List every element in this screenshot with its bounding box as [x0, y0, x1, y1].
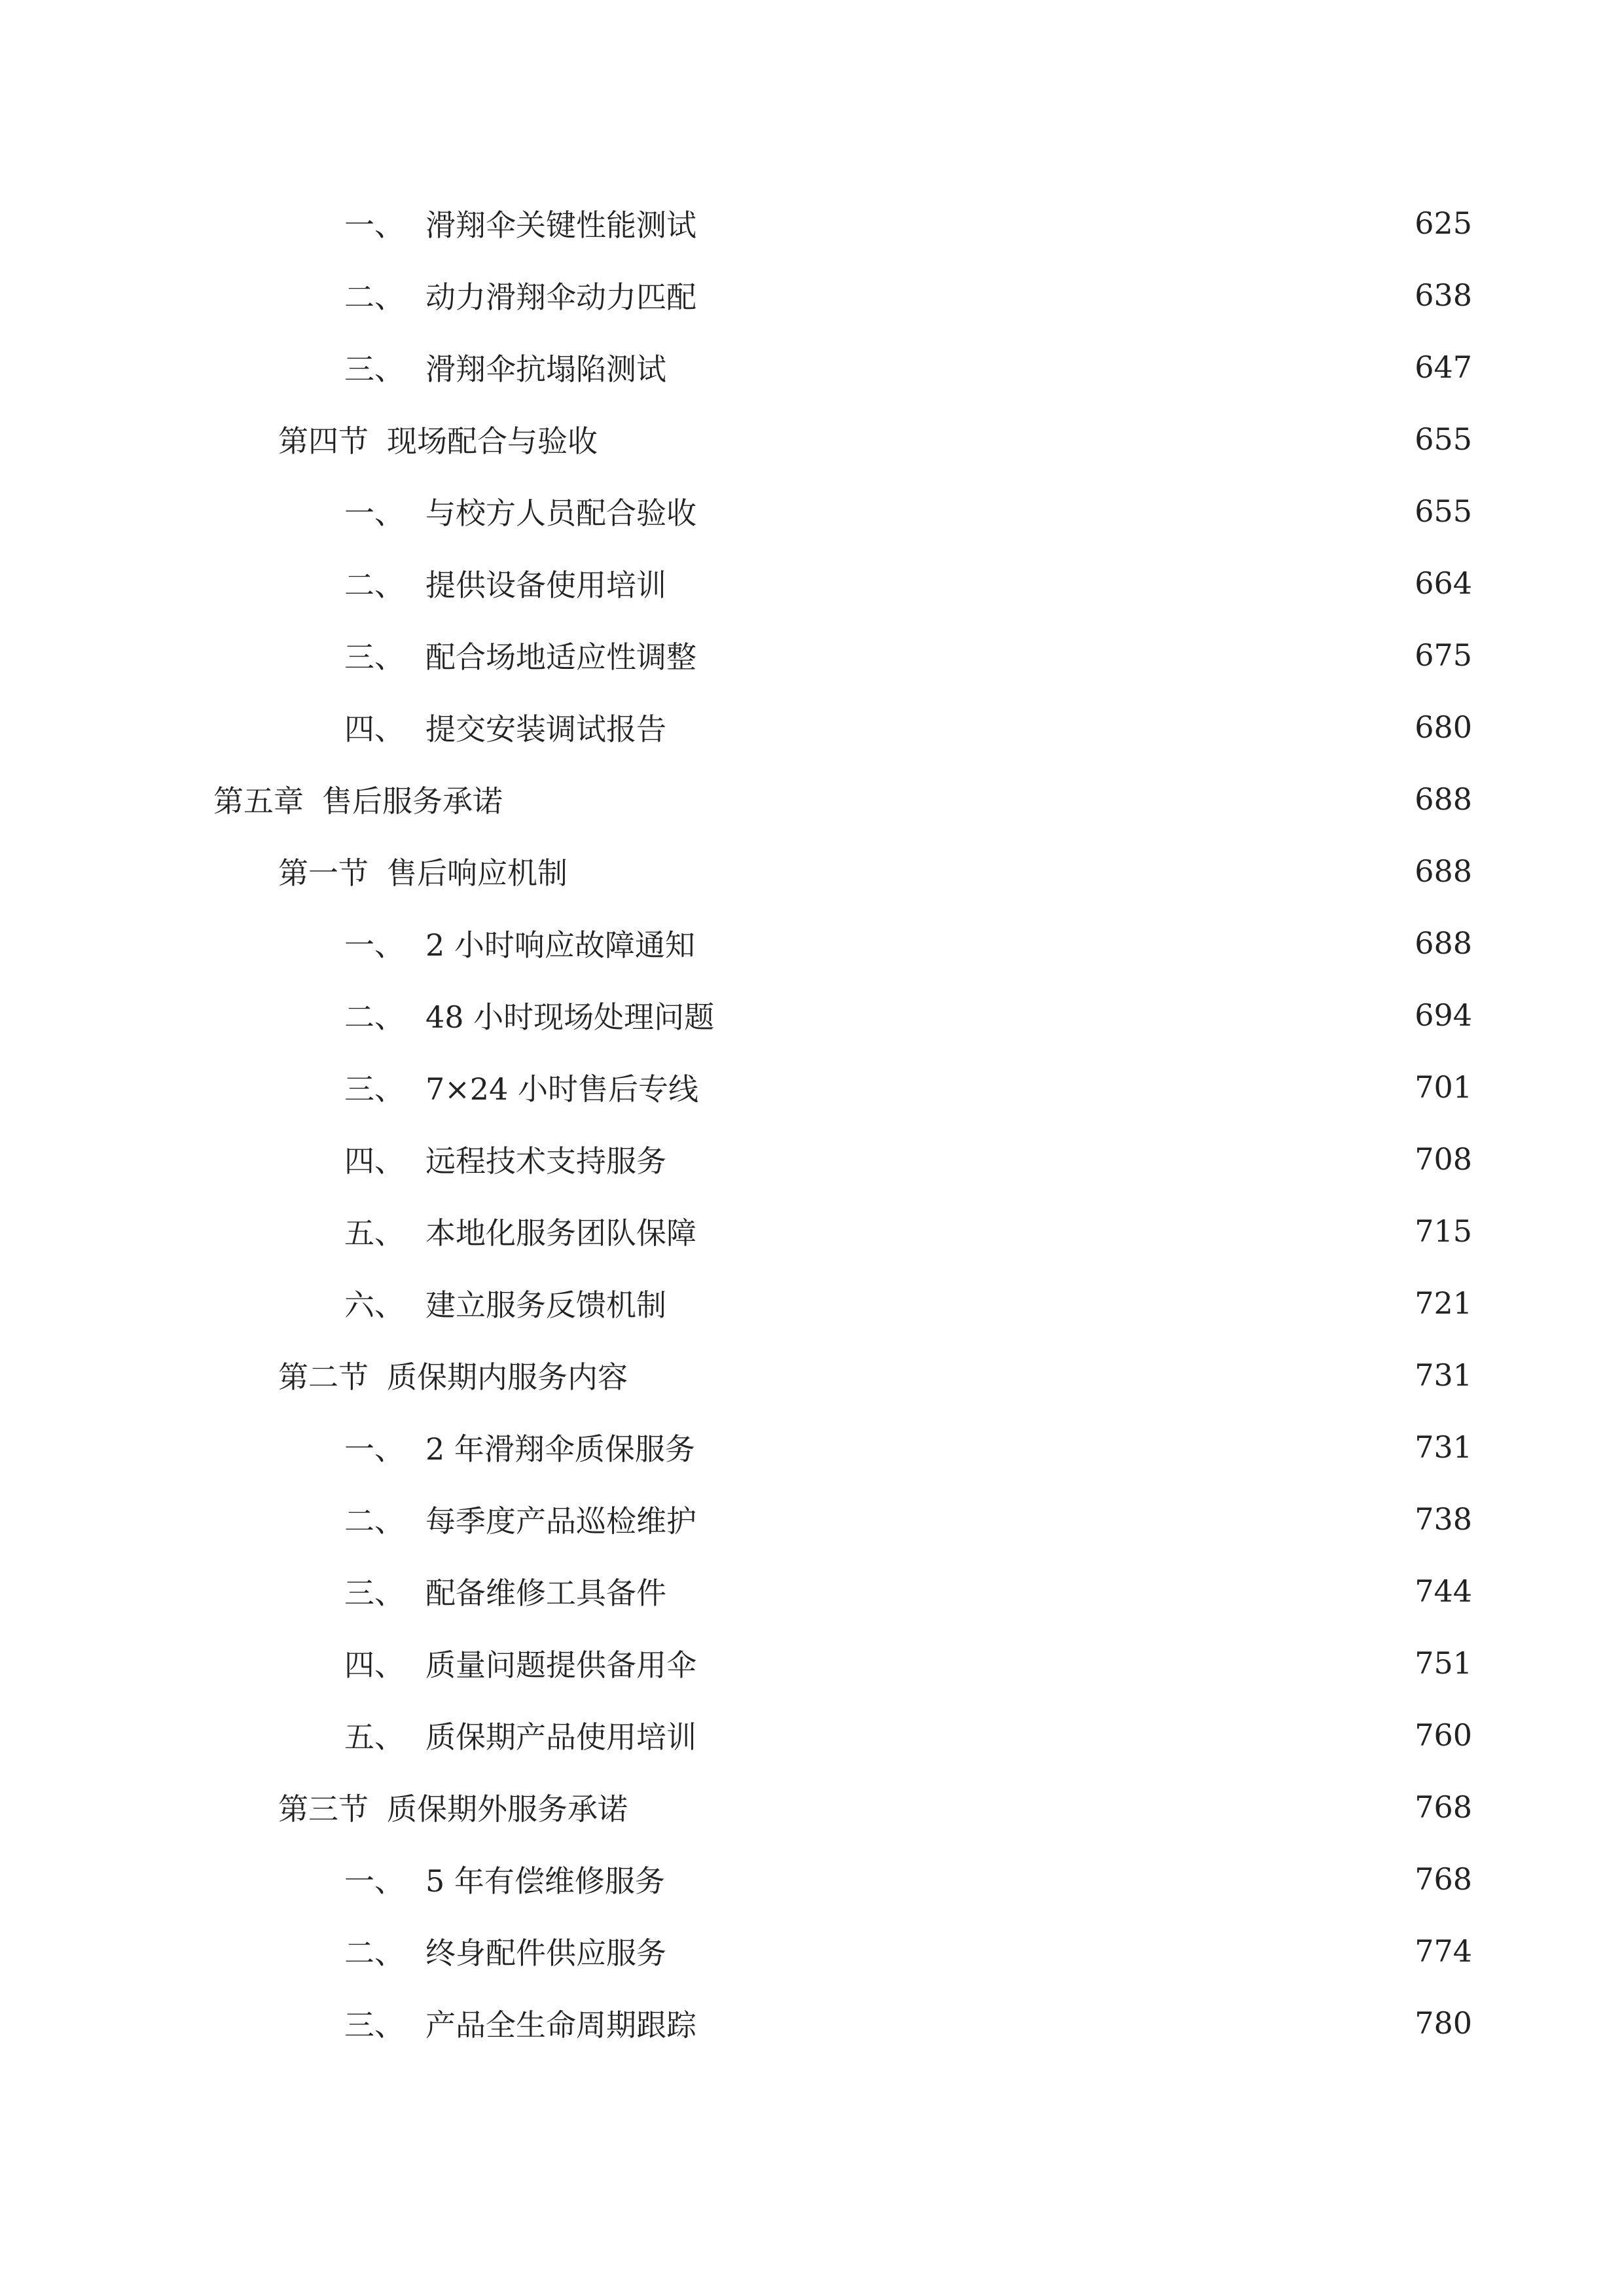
- toc-entry-item[interactable]: [0, 1483, 1624, 1555]
- toc-entry-item[interactable]: [0, 1843, 1624, 1915]
- toc-entry-title: 质保期内服务内容: [387, 1359, 628, 1395]
- toc-entry-page-number: 688: [1415, 925, 1472, 961]
- toc-entry-item[interactable]: [0, 1555, 1624, 1627]
- toc-entry-number: 四、: [344, 1143, 405, 1179]
- toc-entry-number: 五、: [344, 1719, 405, 1755]
- toc-entry-number: 第五章: [213, 783, 304, 819]
- toc-entry-page-number: 751: [1415, 1645, 1472, 1681]
- toc-entry-number: 一、: [344, 207, 405, 243]
- toc-entry-page-number: 715: [1415, 1213, 1472, 1249]
- toc-entry-number: 三、: [344, 1071, 405, 1107]
- toc-entry-title: 产品全生命周期跟踪: [425, 2007, 696, 2043]
- toc-entry-section[interactable]: [0, 1339, 1624, 1411]
- toc-entry-item[interactable]: [0, 1411, 1624, 1483]
- toc-entry-page-number: 655: [1415, 493, 1472, 529]
- toc-entry-item[interactable]: [0, 1915, 1624, 1987]
- dot-leader: [702, 2008, 1395, 2038]
- toc-entry-number: 二、: [344, 1935, 405, 1971]
- toc-entry-title: 质保期外服务承诺: [387, 1791, 628, 1827]
- toc-entry-item[interactable]: [0, 619, 1624, 691]
- toc-entry-page-number: 744: [1415, 1573, 1472, 1609]
- toc-entry-page-number: 768: [1415, 1789, 1472, 1825]
- toc-entry-item[interactable]: [0, 475, 1624, 547]
- toc-entry-title: 提交安装调试报告: [425, 711, 666, 747]
- toc-entry-number: 四、: [344, 711, 405, 747]
- toc-entry-title: 48 小时现场处理问题: [425, 999, 715, 1035]
- dot-leader: [700, 1432, 1395, 1462]
- toc-entry-page-number: 731: [1415, 1429, 1472, 1465]
- toc-entry-number: 一、: [344, 1863, 405, 1899]
- dot-leader: [702, 1720, 1395, 1750]
- toc-entry-number: 第二节: [278, 1359, 369, 1395]
- dot-leader: [670, 1864, 1395, 1894]
- toc-entry-item[interactable]: [0, 979, 1624, 1051]
- dot-leader: [719, 1000, 1395, 1030]
- toc-entry-page-number: 738: [1415, 1501, 1472, 1537]
- toc-entry-page-number: 647: [1415, 350, 1472, 385]
- toc-entry-item[interactable]: [0, 1699, 1624, 1771]
- dot-leader: [702, 640, 1395, 670]
- toc-entry-item[interactable]: [0, 259, 1624, 331]
- toc-entry-page-number: 680: [1415, 709, 1472, 745]
- toc-entry-number: 三、: [344, 1575, 405, 1611]
- dot-leader: [573, 856, 1395, 886]
- toc-entry-title: 滑翔伞抗塌陷测试: [425, 351, 666, 387]
- toc-entry-item[interactable]: [0, 1267, 1624, 1339]
- toc-entry-page-number: 731: [1415, 1357, 1472, 1393]
- dot-leader: [704, 1072, 1395, 1102]
- toc-entry-title: 远程技术支持服务: [425, 1143, 666, 1179]
- toc-entry-number: 一、: [344, 1431, 405, 1467]
- toc-entry-page-number: 760: [1415, 1717, 1472, 1753]
- toc-entry-page-number: 688: [1415, 781, 1472, 817]
- dot-leader: [702, 280, 1395, 310]
- dot-leader: [672, 1144, 1395, 1174]
- toc-entry-item[interactable]: [0, 907, 1624, 979]
- toc-entry-page-number: 675: [1415, 637, 1472, 673]
- dot-leader: [603, 424, 1395, 454]
- toc-entry-item[interactable]: [0, 331, 1624, 403]
- dot-leader: [508, 784, 1395, 814]
- toc-entry-section[interactable]: [0, 1771, 1624, 1843]
- table-of-contents: [0, 187, 1624, 2059]
- toc-entry-number: 二、: [344, 279, 405, 315]
- dot-leader: [672, 568, 1395, 598]
- toc-entry-page-number: 780: [1415, 2005, 1472, 2041]
- toc-entry-page-number: 721: [1415, 1285, 1472, 1321]
- dot-leader: [672, 1936, 1395, 1966]
- toc-entry-page-number: 638: [1415, 278, 1472, 313]
- toc-entry-item[interactable]: [0, 1123, 1624, 1195]
- toc-entry-number: 一、: [344, 927, 405, 963]
- toc-entry-number: 二、: [344, 567, 405, 603]
- toc-entry-title: 质量问题提供备用伞: [425, 1647, 696, 1683]
- toc-entry-title: 7×24 小时售后专线: [425, 1071, 698, 1107]
- toc-entry-chapter[interactable]: [0, 763, 1624, 835]
- toc-entry-page-number: 694: [1415, 997, 1472, 1033]
- toc-entry-title: 与校方人员配合验收: [425, 495, 696, 531]
- toc-entry-title: 现场配合与验收: [387, 423, 598, 459]
- toc-entry-page-number: 701: [1415, 1069, 1472, 1105]
- toc-entry-number: 二、: [344, 999, 405, 1035]
- toc-entry-item[interactable]: [0, 187, 1624, 259]
- toc-entry-title: 质保期产品使用培训: [425, 1719, 696, 1755]
- toc-entry-number: 二、: [344, 1503, 405, 1539]
- toc-entry-title: 配备维修工具备件: [425, 1575, 666, 1611]
- dot-leader: [702, 1648, 1395, 1678]
- dot-leader: [702, 208, 1395, 238]
- toc-entry-item[interactable]: [0, 1627, 1624, 1699]
- toc-entry-number: 第四节: [278, 423, 369, 459]
- dot-leader: [672, 1576, 1395, 1606]
- toc-entry-number: 三、: [344, 351, 405, 387]
- toc-entry-page-number: 625: [1415, 206, 1472, 241]
- toc-entry-number: 三、: [344, 639, 405, 675]
- toc-entry-title: 提供设备使用培训: [425, 567, 666, 603]
- toc-entry-title: 每季度产品巡检维护: [425, 1503, 696, 1539]
- dot-leader: [700, 928, 1395, 958]
- toc-entry-item[interactable]: [0, 691, 1624, 763]
- toc-entry-page-number: 708: [1415, 1141, 1472, 1177]
- toc-entry-title: 滑翔伞关键性能测试: [425, 207, 696, 243]
- toc-entry-title: 2 小时响应故障通知: [425, 927, 695, 963]
- toc-entry-page-number: 688: [1415, 853, 1472, 889]
- toc-entry-number: 四、: [344, 1647, 405, 1683]
- toc-entry-number: 第三节: [278, 1791, 369, 1827]
- dot-leader: [633, 1792, 1395, 1822]
- toc-entry-title: 5 年有偿维修服务: [425, 1863, 665, 1899]
- toc-entry-title: 2 年滑翔伞质保服务: [425, 1431, 695, 1467]
- toc-entry-title: 动力滑翔伞动力匹配: [425, 279, 696, 315]
- dot-leader: [702, 496, 1395, 526]
- toc-entry-item[interactable]: [0, 1195, 1624, 1267]
- toc-entry-title: 终身配件供应服务: [425, 1935, 666, 1971]
- toc-entry-item[interactable]: [0, 1987, 1624, 2059]
- toc-entry-title: 售后服务承诺: [322, 783, 503, 819]
- dot-leader: [702, 1504, 1395, 1534]
- toc-entry-title: 售后响应机制: [387, 855, 568, 891]
- dot-leader: [702, 1216, 1395, 1246]
- toc-entry-title: 建立服务反馈机制: [425, 1287, 666, 1323]
- toc-entry-title: 本地化服务团队保障: [425, 1215, 696, 1251]
- toc-entry-page-number: 774: [1415, 1933, 1472, 1969]
- toc-entry-number: 六、: [344, 1287, 405, 1323]
- toc-entry-item[interactable]: [0, 1051, 1624, 1123]
- toc-entry-number: 三、: [344, 2007, 405, 2043]
- dot-leader: [672, 352, 1395, 382]
- toc-entry-section[interactable]: [0, 403, 1624, 475]
- toc-entry-page-number: 664: [1415, 565, 1472, 601]
- toc-entry-page-number: 768: [1415, 1861, 1472, 1897]
- toc-entry-number: 一、: [344, 495, 405, 531]
- dot-leader: [633, 1360, 1395, 1390]
- dot-leader: [672, 1288, 1395, 1318]
- toc-entry-page-number: 655: [1415, 422, 1472, 457]
- toc-entry-item[interactable]: [0, 547, 1624, 619]
- toc-entry-number: 五、: [344, 1215, 405, 1251]
- toc-entry-number: 第一节: [278, 855, 369, 891]
- toc-entry-section[interactable]: [0, 835, 1624, 907]
- dot-leader: [672, 712, 1395, 742]
- toc-entry-title: 配合场地适应性调整: [425, 639, 696, 675]
